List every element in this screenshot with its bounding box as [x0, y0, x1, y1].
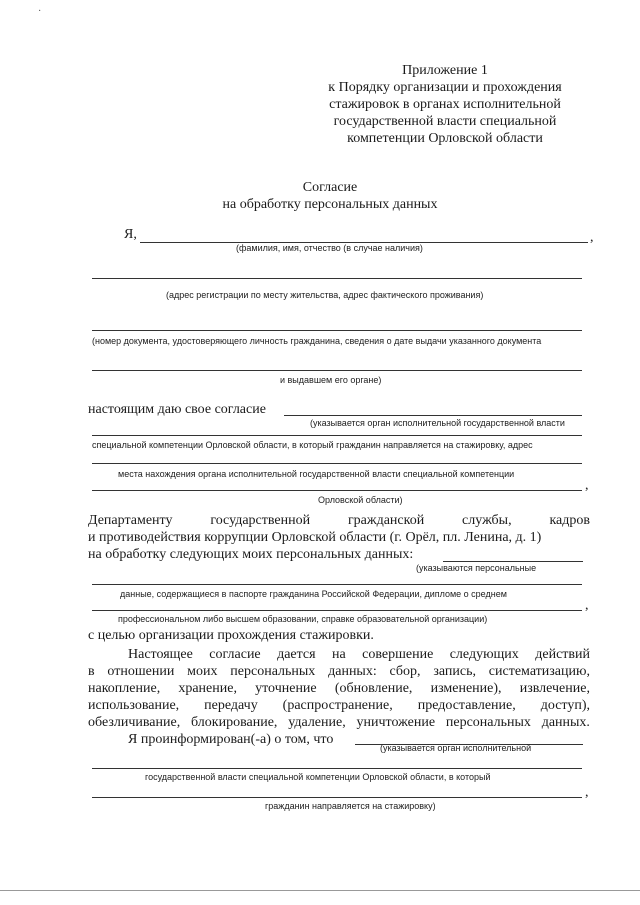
- appendix-line: Приложение 1: [402, 63, 488, 78]
- word: службы,: [462, 513, 512, 528]
- word: использование,: [88, 698, 180, 713]
- word: данных.: [541, 715, 590, 730]
- informed-label: Я проинформирован(-а) о том, что: [128, 732, 334, 747]
- data-caption-2: данные, содержащиеся в паспорте гражданина Российской Федерации, дипломе о среднем: [120, 589, 507, 599]
- word: на: [332, 647, 346, 662]
- word: изменение),: [430, 681, 502, 696]
- consent-organ-line[interactable]: [284, 415, 582, 416]
- word: дается: [277, 647, 316, 662]
- word: Настоящее: [128, 647, 193, 662]
- organ-line-3[interactable]: [92, 463, 582, 464]
- department-line-3: на обработку следующих моих персональных данных:: [88, 547, 414, 562]
- address-line[interactable]: [92, 278, 582, 279]
- word: уничтожение: [356, 715, 436, 730]
- organ-caption-3: места нахождения органа исполнительной государственной власти специальной компетенции: [118, 469, 515, 479]
- appendix-line: стажировок в органах исполнительной: [329, 97, 561, 112]
- appendix-block: [300, 62, 590, 147]
- word: согласие: [209, 647, 261, 662]
- ya-label: Я,: [124, 227, 137, 242]
- data-comma: ,: [585, 598, 589, 613]
- document-title: Согласие: [302, 180, 358, 195]
- word: персональных: [230, 664, 316, 679]
- word: персональных: [445, 715, 531, 730]
- informed-caption-2: государственной власти специальной компетенции Орловской области, в который: [145, 772, 491, 782]
- address-caption: (адрес регистрации по месту жительства, адрес фактического проживания): [166, 290, 484, 300]
- appendix-line: государственной власти специальной: [333, 114, 557, 129]
- word: данных:: [328, 664, 377, 679]
- department-line-2: и противодействия коррупции Орловской области (г. Орёл, пл. Ленина, д. 1): [88, 530, 542, 545]
- word: удаление,: [288, 715, 346, 730]
- word: накопление,: [88, 681, 161, 696]
- word: хранение,: [178, 681, 237, 696]
- agreement-line-1: [128, 647, 590, 663]
- word: извлечение,: [519, 681, 590, 696]
- personal-data-line[interactable]: [443, 561, 583, 562]
- word: кадров: [549, 513, 590, 528]
- personal-data-line-2[interactable]: [92, 584, 582, 585]
- purpose-text: с целью организации прохождения стажировки.: [88, 628, 374, 643]
- informed-line-3[interactable]: [92, 797, 582, 798]
- word: моих: [187, 664, 218, 679]
- agreement-line-4: [88, 698, 590, 714]
- word: предоставление,: [417, 698, 516, 713]
- informed-comma: ,: [585, 785, 589, 800]
- word: следующих: [449, 647, 519, 662]
- scan-speck: ·: [38, 6, 42, 17]
- word: (распространение,: [282, 698, 393, 713]
- fio-caption: (фамилия, имя, отчество (в случае наличия): [236, 243, 423, 253]
- organ-caption-4: Орловской области): [318, 495, 403, 505]
- organ-line-2[interactable]: [92, 435, 582, 436]
- word: отношении: [107, 664, 175, 679]
- word: уточнение: [255, 681, 317, 696]
- word: запись,: [433, 664, 476, 679]
- document-line-2[interactable]: [92, 370, 582, 371]
- informed-line-2[interactable]: [92, 768, 582, 769]
- document-caption-1: (номер документа, удостоверяющего личность гражданина, сведения о дате выдачи указанного документа: [92, 336, 542, 346]
- fio-comma: ,: [590, 230, 594, 245]
- word: Департаменту: [88, 513, 173, 528]
- word: действий: [535, 647, 590, 662]
- consent-label: настоящим даю свое согласие: [88, 402, 266, 417]
- appendix-line: к Порядку организации и прохождения: [328, 80, 562, 95]
- word: государственной: [210, 513, 311, 528]
- agreement-line-5: [88, 715, 590, 731]
- appendix-line: компетенции Орловской области: [347, 131, 543, 146]
- document-subtitle: на обработку персональных данных: [222, 197, 438, 212]
- department-line-1: [88, 513, 590, 529]
- word: (обновление,: [334, 681, 413, 696]
- agreement-line-3: [88, 681, 590, 697]
- organ-caption-2: специальной компетенции Орловской области, в который гражданин направляется на стажировку, адрес: [92, 440, 533, 450]
- organ-line-4[interactable]: [92, 490, 582, 491]
- word: блокирование,: [191, 715, 278, 730]
- word: сбор,: [389, 664, 421, 679]
- organ-caption-1: (указывается орган исполнительной государственной власти: [310, 418, 565, 428]
- word: совершение: [362, 647, 434, 662]
- word: систематизацию,: [488, 664, 590, 679]
- agreement-line-2: [88, 664, 590, 680]
- word: доступ),: [540, 698, 590, 713]
- informed-caption-3: гражданин направляется на стажировку): [265, 801, 436, 811]
- word: передачу: [204, 698, 258, 713]
- word: гражданской: [347, 513, 425, 528]
- word: в: [88, 664, 95, 679]
- organ-comma: ,: [585, 478, 589, 493]
- document-line[interactable]: [92, 330, 582, 331]
- informed-caption-1: (указывается орган исполнительной: [380, 743, 532, 753]
- scan-edge-line: [0, 890, 640, 891]
- word: обезличивание,: [88, 715, 181, 730]
- document-caption-2: и выдавшем его органе): [280, 375, 382, 385]
- data-caption-3: профессиональном либо высшем образовании, справке образовательной организации): [118, 614, 488, 624]
- data-caption-1: (указываются персональные: [416, 563, 537, 573]
- personal-data-line-3[interactable]: [92, 610, 582, 611]
